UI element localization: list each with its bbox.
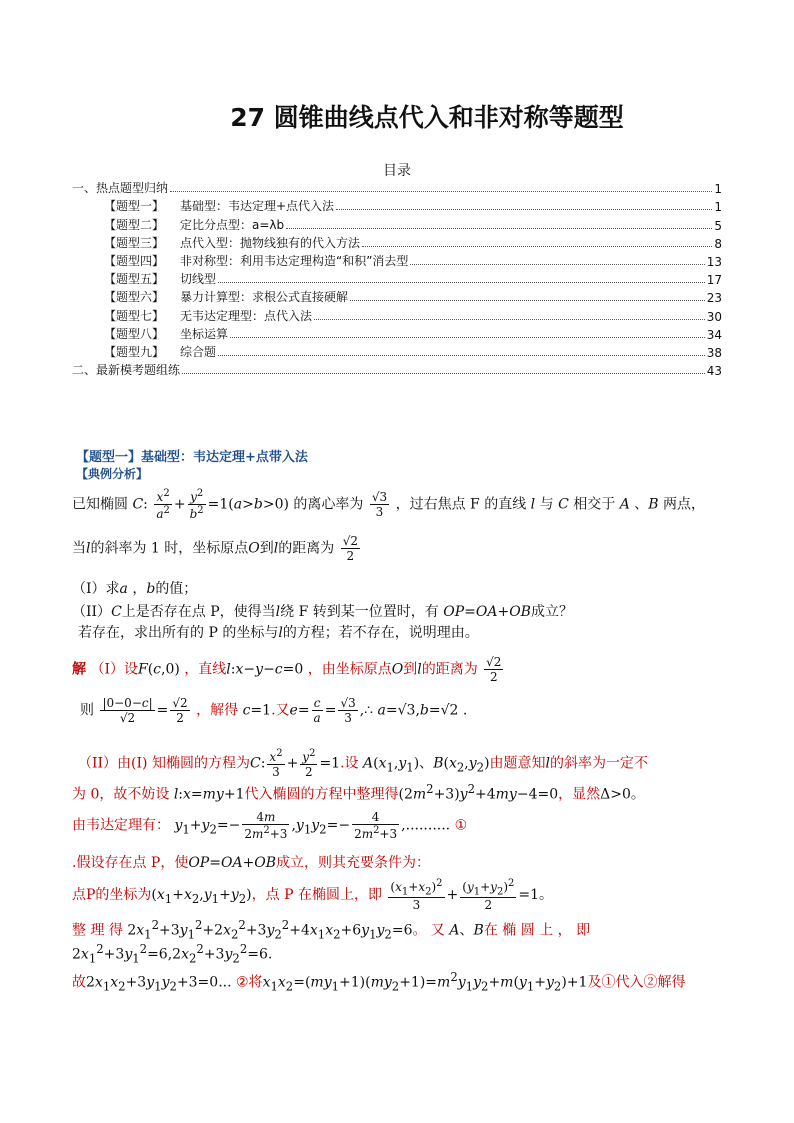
toc-entry[interactable]: [72, 360, 722, 378]
toc-entry-tag: 【题型一】: [104, 199, 165, 214]
toc-entry-tag: 【题型四】: [104, 253, 165, 268]
toc-entry-text: 点代入型：抛物线独有的代入方法: [180, 235, 361, 250]
problem-line-2: 当l的斜率为 1 时，坐标原点O到l的距离为 $\frac{√2}{2}$: [72, 534, 358, 563]
toc-leader-dots: [314, 319, 705, 320]
toc-entry[interactable]: [72, 178, 722, 196]
toc-entry-text: 暴力计算型：求根公式直接硬解: [180, 290, 349, 305]
toc-entry-tag: 【题型八】: [104, 326, 165, 341]
toc-entry[interactable]: [72, 287, 722, 305]
toc-page-number: 30: [706, 309, 722, 324]
problem-line-1: 已知椭圆 C: $\frac{x^2}{a^2}$ + $\frac{y^2}{b^2}$ =1(a>b>0) 的离心率为 $\frac{√3}{3}$ ，过右焦点 F 的直线 l 与 C 相交于 A 、B 两点，: [72, 488, 706, 521]
toc-heading: 目录: [383, 163, 411, 179]
toc-leader-dots: [218, 355, 705, 356]
toc-page-number: 8: [714, 236, 722, 251]
toc-entry-text: 坐标运算: [180, 326, 229, 341]
question-1: （I）求a ，b的值；: [72, 581, 198, 597]
toc-entry[interactable]: [72, 251, 722, 269]
toc-leader-dots: [350, 300, 705, 301]
solution-line-7: 点P的坐标为$(x_1+x_2,y_1+y_2)$，点 P 在椭圆上，即 $\frac{(x_1+x_2)^2}{3}$ + $\frac{(y_1+y_2)^2}{2}$ =1。: [72, 878, 554, 913]
toc-leader-dots: [286, 228, 712, 229]
toc-entry[interactable]: [72, 269, 722, 287]
toc-entry-tag: 一、热点题型归纳: [72, 181, 169, 196]
solution-line-3: （II）由(I) 知椭圆的方程为C: $\frac{x^2}{3}$ + $\frac{y^2}{2}$ =1.设 $A(x_1,y_1)$、$B(x_2,y_2)$由题意知l的斜率为一定不: [78, 748, 649, 779]
section-subheading: 【典例分析】: [76, 467, 149, 481]
toc-page-number: 43: [706, 364, 722, 379]
toc-leader-dots: [170, 191, 712, 192]
toc-leader-dots: [336, 209, 712, 210]
toc-entry-tag: 【题型七】: [104, 308, 165, 323]
table-of-contents: [72, 178, 722, 378]
toc-page-number: 1: [714, 182, 722, 197]
toc-entry-tag: 【题型六】: [104, 290, 165, 305]
toc-leader-dots: [362, 246, 712, 247]
toc-leader-dots: [182, 373, 705, 374]
toc-entry[interactable]: [72, 196, 722, 214]
solution-line-2: 则 $\frac{|0-0-c|}{√2}$ = $\frac{√2}{2}$ ，解得 c=1.又e= $\frac{c}{a}$ = $\frac{√3}{3}$ ,∴ a=√3,b=√2 .: [80, 696, 468, 725]
solution-line-9: $2x_1^2+3y_1^2=6,2x_2^2+3y_2^2=6$.: [72, 942, 273, 966]
toc-entry-tag: 【题型三】: [104, 235, 165, 250]
section-heading: 【题型一】基础型：韦达定理+点带入法: [76, 450, 308, 465]
question-3: 若存在，求出所有的 P 的坐标与l的方程；若不存在，说明理由。: [78, 625, 479, 641]
toc-page-number: 34: [706, 327, 722, 342]
toc-entry[interactable]: [72, 305, 722, 323]
toc-entry-text: 切线型: [180, 272, 217, 287]
solution-line-8: 整 理 得 $2x_1^2+3y_1^2+2x_2^2+3y_2^2+4x_1x_2+6y_1y_2=6$。 又 A、B在 椭 圆 上 ， 即: [72, 918, 591, 942]
toc-page-number: 5: [714, 218, 722, 233]
toc-entry-text: 无韦达定理型：点代入法: [180, 308, 313, 323]
solution-line-6: .假设存在点 P，使OP=OA+OB成立，则其充要条件为：: [72, 855, 431, 871]
toc-page-number: 17: [706, 273, 722, 288]
toc-entry[interactable]: [72, 342, 722, 360]
toc-entry[interactable]: [72, 214, 722, 232]
solution-line-10: 故$2x_1x_2+3y_1y_2+3=0$... ②将$x_1x_2=(my_1+1)(my_2+1)=m^2y_1y_2+m(y_1+y_2)+1$及①代入②解得: [72, 970, 686, 994]
toc-entry-text: 非对称型：利用韦达定理构造“和积”消去型: [180, 253, 409, 268]
question-2: （II）C上是否存在点 P，使得当l绕 F 转到某一位置时，有 OP=OA+OB成立？: [72, 604, 573, 620]
toc-entry-tag: 【题型五】: [104, 272, 165, 287]
page-title: 27 圆锥曲线点代入和非对称等题型: [230, 103, 624, 132]
toc-page-number: 38: [706, 345, 722, 360]
toc-leader-dots: [410, 264, 704, 265]
toc-leader-dots: [230, 337, 705, 338]
toc-entry-tag: 【题型九】: [104, 344, 165, 359]
toc-entry[interactable]: [72, 233, 722, 251]
toc-entry[interactable]: [72, 324, 722, 342]
toc-entry-tag: 【题型二】: [104, 217, 165, 232]
toc-leader-dots: [218, 282, 705, 283]
toc-entry-text: 综合题: [180, 344, 217, 359]
solution-line-1: 解 （I）设F(c,0) ，直线l:x−y−c=0 ，由坐标原点O到l的距离为 $\frac{√2}{2}$: [72, 655, 502, 684]
toc-entry-text: 定比分点型：a=λb: [180, 217, 285, 232]
toc-page-number: 23: [706, 291, 722, 306]
toc-entry-tag: 二、最新模考题组练: [72, 363, 181, 378]
toc-entry-text: 基础型：韦达定理+点代入法: [180, 199, 335, 214]
toc-page-number: 13: [706, 254, 722, 269]
solution-line-4: 为 0，故不妨设 l:x=my+1代入椭圆的方程中整理得$(2m^2+3)y^2+4my-4=0$，显然Δ>0。: [72, 782, 645, 803]
solution-line-5: 由韦达定理有： $y_1+y_2=-$ $\frac{4m}{2m^2+3}$ $,y_1y_2=-$ $\frac{4}{2m^2+3}$ ,.......... ①: [72, 810, 468, 841]
toc-page-number: 1: [714, 200, 722, 215]
